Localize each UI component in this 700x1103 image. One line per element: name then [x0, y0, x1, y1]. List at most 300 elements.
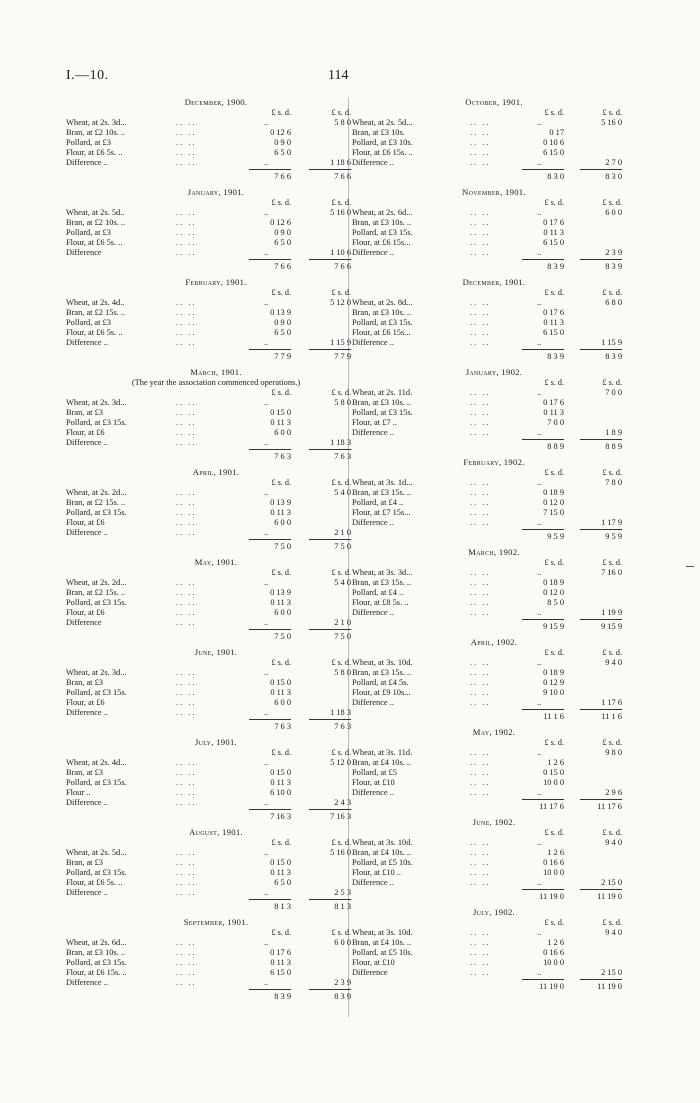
- row-label: Bran, at £4 10s. ..: [352, 938, 412, 947]
- row-value-2: 2 15 0: [601, 878, 622, 887]
- total-value-2: 7 7 9: [334, 352, 351, 361]
- currency-header-col1: £ s. d.: [544, 918, 564, 927]
- rule-line-1: [249, 899, 291, 900]
- account-row: [66, 968, 366, 978]
- currency-header: [352, 468, 636, 478]
- currency-header: [66, 388, 366, 398]
- account-row: [352, 858, 636, 868]
- row-value-2: 2 1 0: [334, 618, 351, 627]
- row-value-2: 5 4 0: [334, 488, 351, 497]
- row-label: Flour, at £7 ..: [352, 418, 397, 427]
- total-value-2: 7 6 3: [334, 452, 351, 461]
- total-value-2: 7 5 0: [334, 632, 351, 641]
- row-label: Difference ..: [66, 438, 108, 447]
- row-label: Difference: [352, 968, 388, 977]
- currency-header-col2: £ s. d.: [602, 378, 622, 387]
- row-value-2: 5 12 0: [330, 758, 351, 767]
- rule-line-1: [522, 169, 564, 170]
- rule-line-1: [522, 799, 564, 800]
- currency-header-col1: £ s. d.: [544, 378, 564, 387]
- row-label: Flour, at £6 5s. ..: [66, 148, 123, 157]
- account-row: [66, 618, 366, 628]
- row-label: Wheat, at 2s. 2d...: [66, 578, 127, 587]
- account-block: [352, 277, 636, 363]
- account-block: [352, 97, 636, 183]
- row-label: Bran, at £3 15s. ..: [352, 488, 412, 497]
- total-value-1: 7 5 0: [274, 542, 291, 551]
- row-value-2: 5 16 0: [601, 118, 622, 127]
- row-value-1: ..: [264, 248, 269, 257]
- row-value-2: 7 8 0: [605, 478, 622, 487]
- row-value-1: ..: [537, 968, 542, 977]
- row-value-1: ..: [537, 658, 542, 667]
- account-row: [352, 248, 636, 258]
- total-row: [352, 261, 636, 273]
- currency-header-col2: £ s. d.: [331, 568, 351, 577]
- row-label: Difference ..: [66, 528, 108, 537]
- row-value-1: 0 9 0: [274, 228, 291, 237]
- leader-dots: .. ..: [176, 788, 197, 797]
- row-value-1: 0 12 0: [543, 498, 564, 507]
- row-label: Bran, at £4 10s. ..: [352, 848, 412, 857]
- rule-line-1: [522, 529, 564, 530]
- row-value-1: 10 0 0: [543, 778, 564, 787]
- row-label: Pollard, at £3 15s.: [66, 868, 127, 877]
- row-value-2: 5 8 0: [334, 398, 351, 407]
- account-row: [352, 578, 636, 588]
- account-row: [352, 688, 636, 698]
- account-row: [66, 948, 366, 958]
- row-label: Bran, at £3: [66, 768, 103, 777]
- account-row: [352, 608, 636, 618]
- currency-header: [66, 748, 366, 758]
- leader-dots: .. ..: [176, 438, 197, 447]
- leader-dots: .. ..: [176, 518, 197, 527]
- currency-header-col1: £ s. d.: [271, 288, 291, 297]
- row-value-1: ..: [264, 158, 269, 167]
- total-row: [352, 351, 636, 363]
- rule-line-1: [249, 349, 291, 350]
- row-value-1: 8 5 0: [547, 598, 564, 607]
- total-row: [66, 261, 366, 273]
- total-row: [66, 991, 366, 1003]
- currency-header-col2: £ s. d.: [331, 928, 351, 937]
- leader-dots: .. ..: [470, 668, 491, 677]
- leader-dots: .. ..: [176, 618, 197, 627]
- currency-header: [352, 828, 636, 838]
- account-row: [66, 418, 366, 428]
- row-label: Pollard, at £3: [66, 318, 111, 327]
- currency-header-col2: £ s. d.: [602, 288, 622, 297]
- row-value-1: 0 17 6: [543, 308, 564, 317]
- currency-header-col1: £ s. d.: [544, 198, 564, 207]
- row-value-1: ..: [264, 398, 269, 407]
- account-row: [66, 528, 366, 538]
- account-row: [66, 708, 366, 718]
- left-column: [66, 97, 366, 1007]
- row-value-1: 1 2 6: [547, 758, 564, 767]
- account-row: [352, 868, 636, 878]
- row-label: Flour, at £10: [352, 958, 395, 967]
- account-row: [66, 438, 366, 448]
- row-value-1: 0 11 3: [270, 598, 291, 607]
- leader-dots: .. ..: [470, 428, 491, 437]
- leader-dots: .. ..: [470, 498, 491, 507]
- block-title: March, 1901.: [190, 367, 242, 377]
- row-value-1: ..: [264, 578, 269, 587]
- row-value-1: 1 2 6: [547, 848, 564, 857]
- currency-header-col1: £ s. d.: [271, 838, 291, 847]
- leader-dots: .. ..: [176, 778, 197, 787]
- total-value-2: 8 8 9: [605, 442, 622, 451]
- account-row: [66, 238, 366, 248]
- row-label: Bran, at £3: [66, 408, 103, 417]
- account-row: [66, 138, 366, 148]
- block-title: January, 1901.: [187, 187, 245, 197]
- rule-line-1: [522, 979, 564, 980]
- row-value-1: 0 11 3: [270, 508, 291, 517]
- row-label: Flour, at £9 10s...: [352, 688, 411, 697]
- rule-line-2: [580, 169, 622, 170]
- currency-header-col1: £ s. d.: [544, 288, 564, 297]
- row-label: Wheat, at 2s. 6d...: [352, 208, 413, 217]
- total-value-1: 11 1 6: [543, 712, 564, 721]
- currency-header: [352, 288, 636, 298]
- total-row: [352, 711, 636, 723]
- row-value-1: 0 13 9: [270, 498, 291, 507]
- account-row: [352, 238, 636, 248]
- row-value-1: ..: [264, 338, 269, 347]
- account-row: [66, 398, 366, 408]
- row-value-2: 1 19 9: [601, 608, 622, 617]
- row-value-1: 0 11 3: [270, 418, 291, 427]
- row-value-1: ..: [537, 748, 542, 757]
- row-label: Wheat, at 3s. 3d...: [352, 568, 413, 577]
- currency-header: [352, 918, 636, 928]
- row-value-2: 2 9 6: [605, 788, 622, 797]
- leader-dots: .. ..: [470, 218, 491, 227]
- account-row: [66, 608, 366, 618]
- row-label: Flour, at £7 15s...: [352, 508, 411, 517]
- account-row: [66, 678, 366, 688]
- account-row: [352, 878, 636, 888]
- leader-dots: .. ..: [176, 598, 197, 607]
- account-row: [352, 948, 636, 958]
- account-row: [352, 958, 636, 968]
- row-label: Bran, at £3 10s. ..: [352, 308, 412, 317]
- account-row: [66, 318, 366, 328]
- leader-dots: .. ..: [176, 218, 197, 227]
- currency-header: [352, 648, 636, 658]
- row-label: Bran, at £3 10s. ..: [66, 948, 126, 957]
- row-label: Difference ..: [352, 608, 394, 617]
- leader-dots: .. ..: [176, 948, 197, 957]
- rule-line-2: [580, 529, 622, 530]
- leader-dots: .. ..: [470, 328, 491, 337]
- account-block: [352, 907, 636, 993]
- row-label: Pollard, at £4 ..: [352, 498, 404, 507]
- row-label: Pollard, at £3 15s.: [352, 318, 413, 327]
- currency-header-col2: £ s. d.: [602, 828, 622, 837]
- row-value-1: ..: [264, 208, 269, 217]
- row-value-1: 0 15 0: [270, 678, 291, 687]
- row-value-1: ..: [537, 248, 542, 257]
- account-row: [352, 848, 636, 858]
- currency-header-col1: £ s. d.: [271, 198, 291, 207]
- leader-dots: .. ..: [176, 978, 197, 987]
- rule-line-1: [249, 449, 291, 450]
- total-value-2: 11 19 0: [597, 982, 622, 991]
- row-label: Flour, at £6 15s. ..: [352, 148, 413, 157]
- total-value-1: 8 1 3: [274, 902, 291, 911]
- currency-header-col1: £ s. d.: [271, 568, 291, 577]
- row-value-1: ..: [537, 158, 542, 167]
- row-label: Bran, at £2 15s. ..: [66, 308, 126, 317]
- account-row: [66, 488, 366, 498]
- currency-header-col2: £ s. d.: [331, 198, 351, 207]
- account-row: [66, 938, 366, 948]
- leader-dots: .. ..: [470, 128, 491, 137]
- account-row: [66, 508, 366, 518]
- currency-header-col1: £ s. d.: [271, 388, 291, 397]
- total-row: [352, 801, 636, 813]
- leader-dots: .. ..: [176, 308, 197, 317]
- leader-dots: .. ..: [470, 658, 491, 667]
- row-label: Flour, at £6 15s...: [352, 238, 411, 247]
- row-label: Pollard, at £3 15s.: [66, 958, 127, 967]
- account-block: [352, 637, 636, 723]
- row-label: Flour, at £6 5s. ..: [66, 328, 123, 337]
- account-block: [352, 457, 636, 543]
- row-value-1: ..: [537, 118, 542, 127]
- currency-header: [66, 288, 366, 298]
- total-row: [352, 171, 636, 183]
- row-value-1: ..: [537, 568, 542, 577]
- row-value-1: 6 10 0: [270, 788, 291, 797]
- row-label: Pollard, at £4 5s.: [352, 678, 409, 687]
- row-value-1: 0 12 9: [543, 678, 564, 687]
- currency-header-col1: £ s. d.: [544, 558, 564, 567]
- leader-dots: .. ..: [470, 318, 491, 327]
- currency-header-col2: £ s. d.: [331, 478, 351, 487]
- account-row: [352, 208, 636, 218]
- block-title: October, 1901.: [465, 97, 523, 107]
- account-row: [352, 668, 636, 678]
- row-label: Pollard, at £3 15s.: [66, 778, 127, 787]
- row-label: Bran, at £2 15s. ..: [66, 498, 126, 507]
- currency-header-col2: £ s. d.: [602, 648, 622, 657]
- account-row: [66, 868, 366, 878]
- row-value-1: 0 11 3: [270, 868, 291, 877]
- row-value-1: ..: [537, 838, 542, 847]
- leader-dots: .. ..: [470, 858, 491, 867]
- currency-header-col2: £ s. d.: [331, 108, 351, 117]
- page-number: 114: [328, 68, 349, 83]
- total-value-2: 7 6 6: [334, 262, 351, 271]
- row-value-1: 0 17 6: [543, 218, 564, 227]
- row-value-1: 10 0 0: [543, 868, 564, 877]
- leader-dots: .. ..: [470, 588, 491, 597]
- leader-dots: .. ..: [470, 148, 491, 157]
- leader-dots: .. ..: [470, 758, 491, 767]
- currency-header: [352, 738, 636, 748]
- currency-header: [66, 838, 366, 848]
- leader-dots: .. ..: [470, 748, 491, 757]
- row-label: Flour, at £6 5s. ..: [66, 878, 123, 887]
- leader-dots: .. ..: [176, 798, 197, 807]
- row-label: Wheat, at 2s. 4d...: [66, 758, 127, 767]
- row-label: Wheat, at 2s. 5d..: [66, 208, 125, 217]
- total-row: [352, 981, 636, 993]
- total-value-2: 9 15 9: [601, 622, 622, 631]
- account-row: [66, 208, 366, 218]
- leader-dots: .. ..: [470, 478, 491, 487]
- account-row: [66, 768, 366, 778]
- leader-dots: .. ..: [176, 508, 197, 517]
- row-label: Difference ..: [352, 158, 394, 167]
- row-value-2: 1 17 9: [601, 518, 622, 527]
- row-value-2: 5 8 0: [334, 118, 351, 127]
- row-value-2: 2 7 0: [605, 158, 622, 167]
- block-title: February, 1902.: [463, 457, 525, 467]
- row-value-1: ..: [537, 788, 542, 797]
- row-value-1: ..: [537, 478, 542, 487]
- row-label: Wheat, at 2s. 5d...: [66, 848, 127, 857]
- row-label: Pollard, at £5: [352, 768, 397, 777]
- total-value-2: 7 16 3: [330, 812, 351, 821]
- leader-dots: .. ..: [176, 328, 197, 337]
- account-row: [66, 578, 366, 588]
- row-label: Flour, at £6 15s. ..: [66, 968, 127, 977]
- currency-header-col1: £ s. d.: [271, 658, 291, 667]
- total-row: [66, 541, 366, 553]
- row-label: Wheat, at 2s. 2d...: [66, 488, 127, 497]
- row-value-2: 9 8 0: [605, 748, 622, 757]
- leader-dots: .. ..: [176, 848, 197, 857]
- leader-dots: .. ..: [470, 688, 491, 697]
- row-value-1: ..: [537, 338, 542, 347]
- leader-dots: .. ..: [470, 868, 491, 877]
- account-row: [352, 788, 636, 798]
- currency-header: [352, 108, 636, 118]
- row-label: Pollard, at £3 15s.: [352, 408, 413, 417]
- leader-dots: .. ..: [470, 928, 491, 937]
- total-value-2: 9 5 9: [605, 532, 622, 541]
- row-value-2: 6 0 0: [334, 938, 351, 947]
- rule-line-1: [249, 989, 291, 990]
- row-label: Wheat, at 2s. 3d...: [66, 118, 127, 127]
- rule-line-2: [580, 889, 622, 890]
- total-row: [352, 621, 636, 633]
- row-value-1: 1 2 6: [547, 938, 564, 947]
- rule-line-1: [249, 719, 291, 720]
- row-value-1: 0 17: [549, 128, 564, 137]
- currency-header-col2: £ s. d.: [602, 918, 622, 927]
- currency-header: [66, 478, 366, 488]
- total-value-2: 7 5 0: [334, 542, 351, 551]
- row-label: Pollard, at £3 15s.: [66, 508, 127, 517]
- rule-line-2: [309, 899, 351, 900]
- rule-line-2: [580, 619, 622, 620]
- row-value-1: 6 0 0: [274, 518, 291, 527]
- currency-header-col1: £ s. d.: [271, 748, 291, 757]
- row-value-1: 6 15 0: [270, 968, 291, 977]
- account-row: [66, 758, 366, 768]
- row-value-1: ..: [537, 388, 542, 397]
- currency-header: [352, 378, 636, 388]
- leader-dots: .. ..: [470, 958, 491, 967]
- total-value-1: 11 19 0: [539, 892, 564, 901]
- account-row: [352, 478, 636, 488]
- row-value-1: 0 15 0: [270, 408, 291, 417]
- account-row: [352, 838, 636, 848]
- account-row: [352, 308, 636, 318]
- row-value-2: 1 8 9: [605, 428, 622, 437]
- account-row: [352, 938, 636, 948]
- account-row: [352, 588, 636, 598]
- total-value-1: 11 17 6: [539, 802, 564, 811]
- row-value-1: 0 12 0: [543, 588, 564, 597]
- leader-dots: .. ..: [176, 128, 197, 137]
- row-label: Flour, at £6: [66, 608, 105, 617]
- account-row: [352, 328, 636, 338]
- account-row: [66, 218, 366, 228]
- total-row: [66, 451, 366, 463]
- row-value-1: 6 0 0: [274, 608, 291, 617]
- row-label: Pollard, at £5 10s.: [352, 858, 413, 867]
- currency-header-col2: £ s. d.: [602, 558, 622, 567]
- row-label: Difference ..: [352, 788, 394, 797]
- row-value-2: 6 8 0: [605, 298, 622, 307]
- leader-dots: .. ..: [470, 208, 491, 217]
- row-value-1: 0 18 9: [543, 488, 564, 497]
- leader-dots: .. ..: [470, 488, 491, 497]
- rule-line-1: [249, 169, 291, 170]
- account-block: [352, 187, 636, 273]
- row-value-2: 1 17 6: [601, 698, 622, 707]
- block-title: March, 1902.: [468, 547, 520, 557]
- row-value-1: 6 5 0: [274, 148, 291, 157]
- row-value-1: 6 5 0: [274, 878, 291, 887]
- total-value-1: 7 7 9: [274, 352, 291, 361]
- leader-dots: .. ..: [176, 138, 197, 147]
- row-value-1: 0 11 3: [543, 318, 564, 327]
- account-block: [66, 557, 366, 643]
- leader-dots: .. ..: [470, 518, 491, 527]
- row-value-2: 2 4 3: [334, 798, 351, 807]
- leader-dots: .. ..: [176, 938, 197, 947]
- account-row: [352, 678, 636, 688]
- total-value-2: 8 1 3: [334, 902, 351, 911]
- rule-line-1: [249, 259, 291, 260]
- leader-dots: .. ..: [470, 228, 491, 237]
- leader-dots: .. ..: [176, 958, 197, 967]
- row-value-2: 1 10 6: [330, 248, 351, 257]
- block-title: November, 1901.: [462, 187, 526, 197]
- row-label: Bran, at £3 10s.: [352, 128, 405, 137]
- account-block: [66, 647, 366, 733]
- row-value-1: ..: [264, 618, 269, 627]
- row-label: Flour, at £6: [66, 428, 105, 437]
- row-label: Pollard, at £3 15s.: [66, 598, 127, 607]
- page-reference: I.—10.: [66, 68, 109, 83]
- total-value-1: 8 3 9: [547, 352, 564, 361]
- leader-dots: .. ..: [176, 158, 197, 167]
- currency-header: [66, 568, 366, 578]
- account-block: [66, 187, 366, 273]
- row-label: Difference: [66, 618, 102, 627]
- currency-header-col2: £ s. d.: [331, 288, 351, 297]
